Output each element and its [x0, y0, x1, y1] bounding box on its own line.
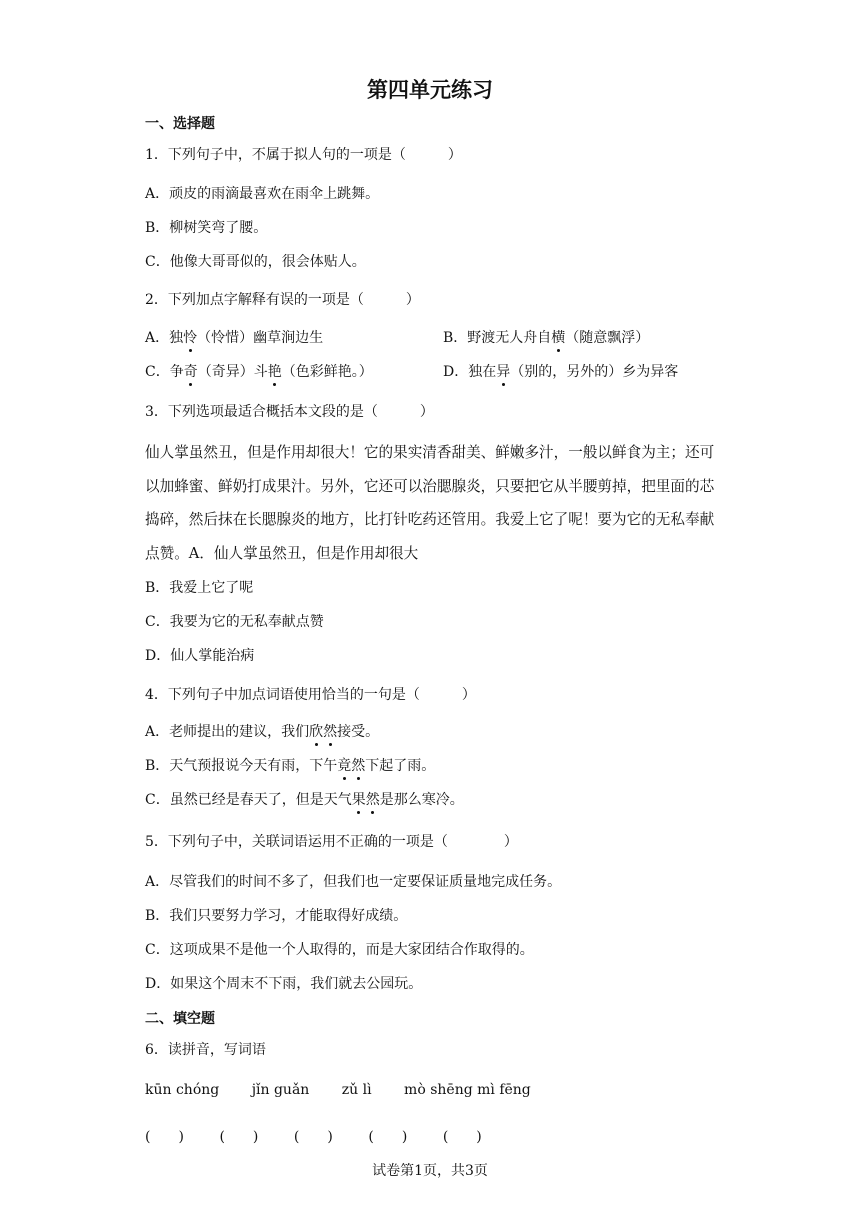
option-b-rest: 下起了雨。	[365, 758, 436, 774]
question-2-option-c	[145, 362, 373, 382]
question-1-option-c: C．他像大哥哥似的，很会体贴人。	[145, 254, 366, 270]
question-5-option-a: A．尽管我们的时间不多了，但我们也一定要保证质量地完成任务。	[145, 874, 562, 890]
option-b-prefix: B．野渡无人舟自	[443, 330, 552, 346]
dotted-char: 奇	[183, 364, 198, 380]
question-5-stem: 5．下列句子中，关联词语运用不正确的一项是（ ）	[145, 834, 518, 850]
question-2-option-b	[443, 328, 649, 348]
question-1-option-b: B．柳树笑弯了腰。	[145, 220, 268, 236]
option-c-prefix: C．虽然已经是春天了，但是天气	[145, 792, 352, 808]
answer-blank[interactable]: ( )	[293, 1129, 333, 1145]
option-d-rest: （别的，另外的）乡为异客	[510, 364, 679, 380]
answer-blank[interactable]: ( )	[219, 1129, 259, 1145]
question-2-stem: 2．下列加点字解释有误的一项是（ ）	[145, 292, 420, 308]
question-4-option-c	[145, 790, 464, 810]
question-5-option-c: C．这项成果不是他一个人取得的，而是大家团结合作取得的。	[145, 942, 534, 958]
option-c-prefix: C．争	[145, 364, 184, 380]
answer-blank[interactable]: ( )	[442, 1129, 482, 1145]
dotted-char: 艳	[267, 364, 282, 380]
option-b-prefix: B．天气预报说今天有雨，下午	[145, 758, 338, 774]
option-b-rest: （随意飘浮）	[565, 330, 650, 346]
page-footer: 试卷第1页，共3页	[372, 1163, 488, 1179]
option-c-rest: （色彩鲜艳。）	[281, 364, 373, 380]
question-3-option-b: B．我爱上它了呢	[145, 580, 254, 596]
option-d-prefix: D．独在	[443, 364, 497, 380]
answer-blank[interactable]: ( )	[145, 1129, 184, 1145]
page-title: 第四单元练习	[367, 78, 493, 102]
question-3-option-d: D．仙人掌能治病	[145, 648, 255, 664]
option-a-rest: 接受。	[337, 724, 380, 740]
pinyin-item: zǔ lì	[341, 1082, 372, 1098]
question-4-option-b	[145, 756, 435, 776]
section-heading-fill: 二、填空题	[145, 1011, 215, 1027]
question-6-stem: 6．读拼音，写词语	[145, 1042, 266, 1058]
pinyin-item: mò shēng mì fēng	[404, 1082, 531, 1098]
question-5-option-b: B．我们只要努力学习，才能取得好成绩。	[145, 908, 408, 924]
question-1-option-a: A．顽皮的雨滴最喜欢在雨伞上跳舞。	[145, 186, 380, 202]
option-a-prefix: A．独	[145, 330, 184, 346]
dotted-char: 然	[365, 792, 380, 808]
pinyin-row	[145, 1082, 559, 1098]
dotted-char: 然	[323, 724, 338, 740]
option-a-rest: （怜惜）幽草涧边生	[197, 330, 324, 346]
pinyin-item: jǐn guǎn	[251, 1082, 310, 1098]
question-3-stem: 3．下列选项最适合概括本文段的是（ ）	[145, 404, 434, 420]
dotted-char: 异	[496, 364, 511, 380]
question-2-option-a	[145, 328, 323, 348]
dotted-char: 然	[351, 758, 366, 774]
dotted-char: 竟	[337, 758, 352, 774]
dotted-char: 横	[551, 330, 566, 346]
pinyin-item: kūn chóng	[145, 1082, 220, 1098]
option-c-rest: 是那么寒冷。	[379, 792, 464, 808]
question-3-passage: 仙人掌虽然丑，但是作用却很大！它的果实清香甜美、鲜嫩多汁，一般以鲜食为主；还可以加蜂蜜、鲜奶打成果汁。另外，它还可以治腮腺炎，只要把它从半腰剪掉，把里面的芯捣碎，然后抹在长腮腺炎的地方，比打针吃药还管用。我爱上它了呢！要为它的无私奉献点赞。A．仙人掌虽然丑，但是作用却很大	[145, 444, 715, 562]
question-4-stem: 4．下列句子中加点词语使用恰当的一句是（ ）	[145, 687, 476, 703]
dotted-char: 果	[351, 792, 366, 808]
option-c-middle: （奇异）斗	[197, 364, 268, 380]
question-2-option-d	[443, 362, 678, 382]
question-4-option-a	[145, 722, 379, 742]
dotted-char: 怜	[183, 330, 198, 346]
question-3-option-c: C．我要为它的无私奉献点赞	[145, 614, 324, 630]
answer-blank-row	[145, 1126, 513, 1146]
section-heading-choice: 一、选择题	[145, 116, 215, 132]
question-1-stem: 1．下列句子中，不属于拟人句的一项是（ ）	[145, 147, 462, 163]
answer-blank[interactable]: ( )	[368, 1129, 408, 1145]
question-5-option-d: D．如果这个周末不下雨，我们就去公园玩。	[145, 976, 423, 992]
dotted-char: 欣	[309, 724, 324, 740]
option-a-prefix: A．老师提出的建议，我们	[145, 724, 310, 740]
